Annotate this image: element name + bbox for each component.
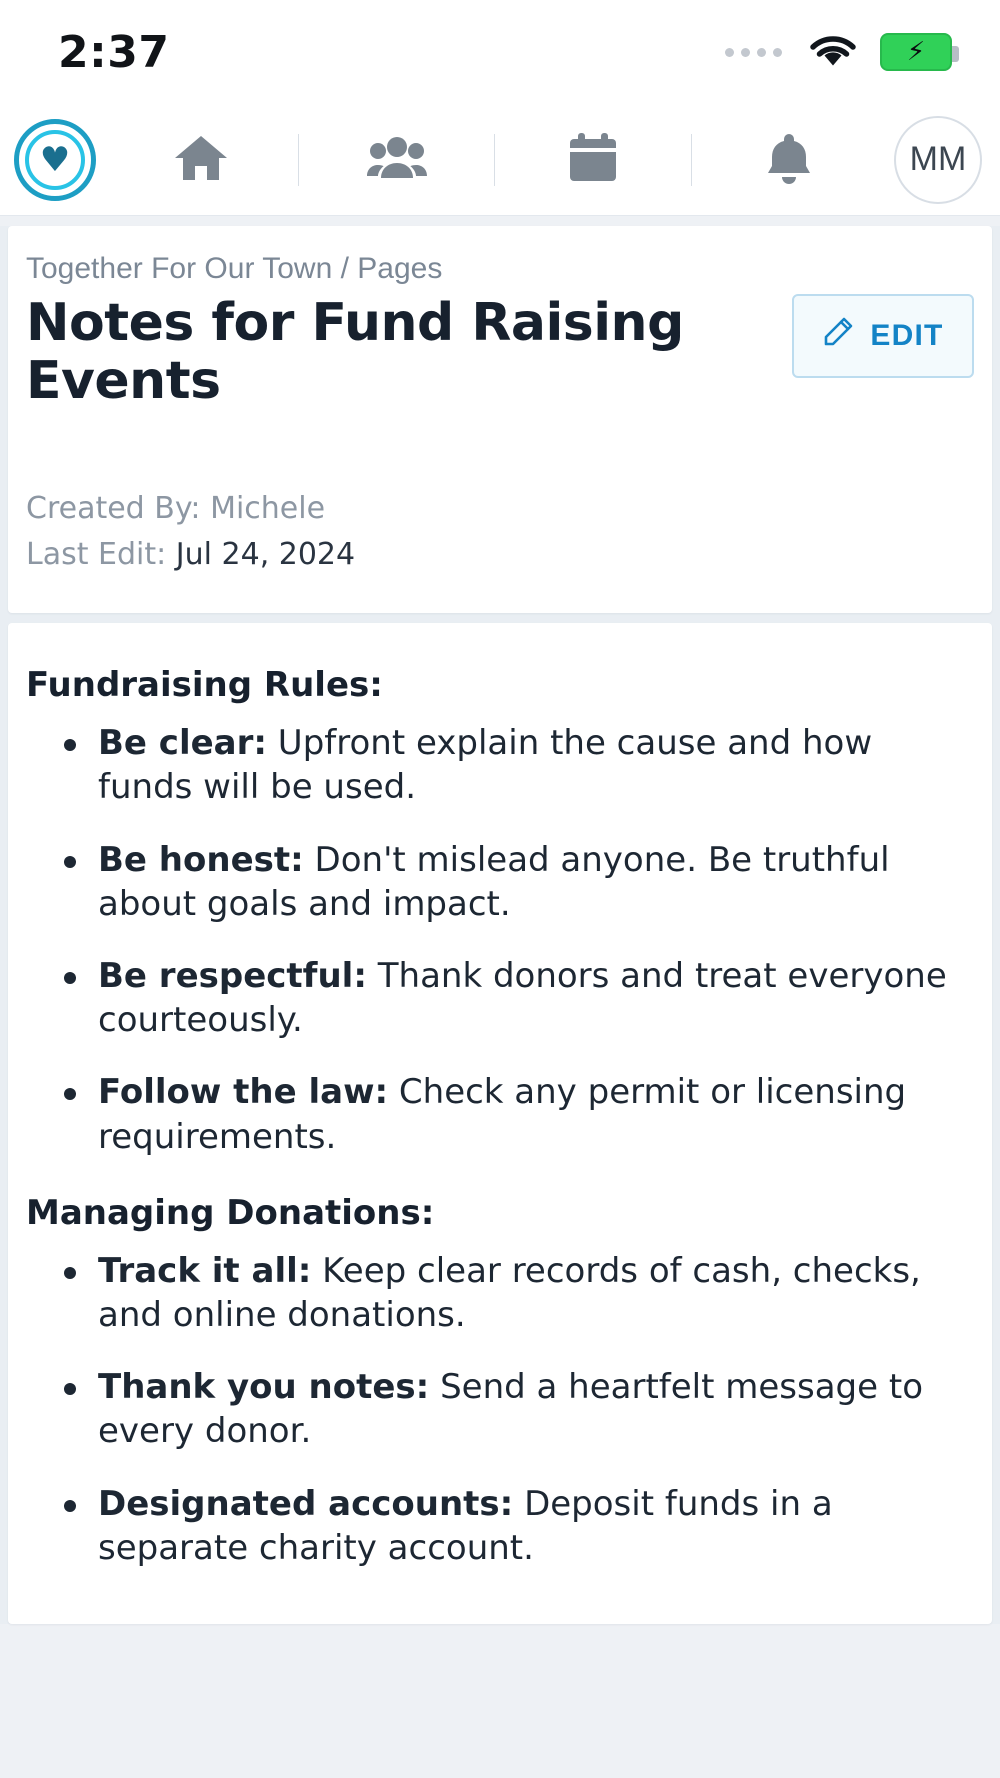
status-time: 2:37 [58,26,170,78]
list-item-label: Track it all: [98,1250,312,1291]
breadcrumb[interactable]: Together For Our Town / Pages [26,252,443,285]
list-item-label: Follow the law: [98,1072,389,1113]
calendar-icon [567,132,619,188]
list-item [30,1365,974,1453]
avatar-initials: MM [909,140,967,178]
list-item-label: Thank you notes: [98,1367,430,1408]
edit-button-label: EDIT [870,319,944,352]
list-item [30,838,974,926]
battery-charging-icon: ⚡ [880,33,952,71]
created-by-row [26,488,974,529]
last-edit-row [26,534,974,575]
status-bar [0,0,1000,104]
bell-icon [765,132,813,188]
page-header-card [8,226,992,613]
title-row [26,294,974,410]
list-item-text: Keep clear records of cash, checks, and online donations. [98,1250,921,1335]
nav-notifications-button[interactable] [729,120,849,200]
status-indicators [725,33,952,71]
page-meta [26,488,974,575]
pencil-icon [822,316,854,356]
created-by-value: Michele [210,491,326,527]
list-item [30,721,974,809]
list-item-text: Send a heartfelt message to every donor. [98,1367,923,1452]
nav-calendar-button[interactable] [533,120,653,200]
list-item-text: Check any permit or licensing requirements. [98,1072,907,1157]
list-item-label: Be respectful: [98,956,367,996]
last-edit-label: Last Edit: [26,536,167,572]
nav-divider [494,134,495,186]
heart-icon: ♥ [39,139,71,180]
home-icon [173,132,229,188]
list-item-text: Don't mislead anyone. Be truthful about goals and impact. [98,839,890,924]
top-navigation-bar [0,104,1000,216]
nav-icon-group [96,120,894,200]
app-logo[interactable] [14,119,96,201]
page-content-card [8,623,992,1624]
nav-home-button[interactable] [141,120,261,200]
nav-divider [298,134,299,186]
page-scroll-area[interactable] [0,226,1000,1624]
signal-dots-icon [725,48,782,57]
bullet-list [30,721,974,1159]
list-item [30,1070,974,1158]
list-item-label: Designated accounts: [98,1483,514,1524]
list-item-label: Be honest: [98,839,304,880]
nav-groups-button[interactable] [337,120,457,200]
created-by-label: Created By: [26,491,201,527]
list-item-label: Be clear: [98,723,267,764]
groups-icon [367,134,427,186]
list-item-text: Upfront explain the cause and how funds will be used. [98,723,873,808]
last-edit-value: Jul 24, 2024 [175,536,356,572]
nav-divider [691,134,692,186]
list-item [30,1249,974,1337]
section-heading: Fundraising Rules: [26,665,383,706]
page-title: Notes for Fund Raising Events [26,293,684,412]
section-heading: Managing Donations: [26,1192,435,1233]
list-item-text: Thank donors and treat everyone courteously. [98,956,947,1041]
list-item [30,1482,974,1570]
bullet-list [30,1249,974,1570]
list-item [30,954,974,1042]
wifi-icon [808,34,858,70]
user-avatar[interactable] [894,116,982,204]
edit-button[interactable] [792,294,974,378]
list-item-text: Deposit funds in a separate charity account. [98,1483,833,1568]
